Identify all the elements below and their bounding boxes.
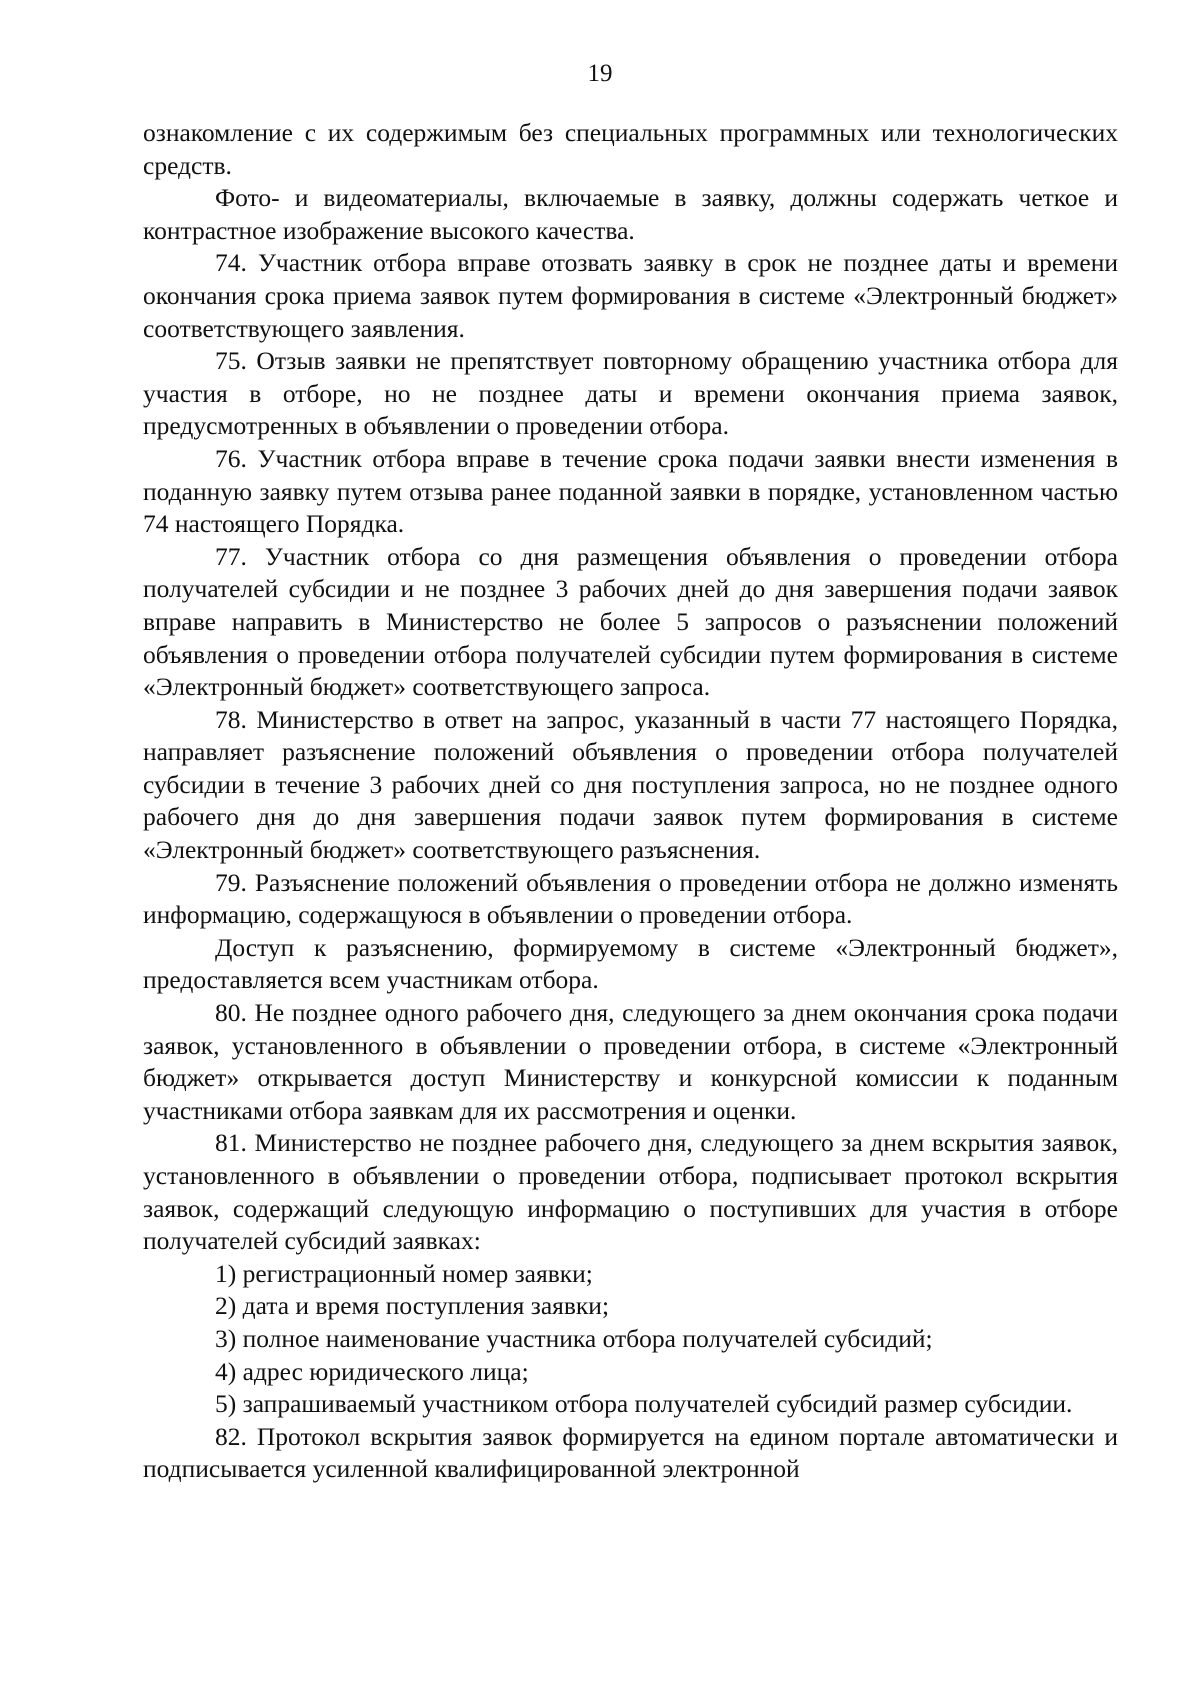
paragraph-76: 76. Участник отбора вправе в течение срока подачи заявки внести изменения в поданную заявку путем отзыва ранее поданной заявки в порядке, установленном частью 74 настоящего Порядка.: [143, 443, 1118, 539]
list-item-2: 2) дата и время поступления заявки;: [215, 1291, 610, 1321]
paragraph-82: 82. Протокол вскрытия заявок формируется на едином портале автоматически и подписывается усиленной квалифицированной электронной: [143, 1421, 1118, 1484]
list-item-5: 5) запрашиваемый участником отбора получателей субсидий размер субсидии.: [215, 1389, 1073, 1419]
list-item-4: 4) адрес юридического лица;: [215, 1356, 529, 1386]
paragraph-media-requirements: Фото- и видеоматериалы, включаемые в заявку, должны содержать четкое и контрастное изображение высокого качества.: [143, 183, 1118, 245]
paragraph-78: 78. Министерство в ответ на запрос, указанный в части 77 настоящего Порядка, направляет разъяснение положений объявления о проведении отбора получателей субсидии в течение 3 рабочих дней со дня поступления запроса, но не позднее одного рабочего дня до дня завершения подачи заявок путем формирования в системе «Электронный бюджет» соответствующего разъяснения.: [143, 704, 1118, 865]
paragraph-75: 75. Отзыв заявки не препятствует повторному обращению участника отбора для участия в отборе, но не позднее даты и времени окончания приема заявок, предусмотренных в объявлении о проведении отбора.: [143, 346, 1118, 441]
paragraph-access: Доступ к разъяснению, формируемому в системе «Электронный бюджет», предоставляется всем участникам отбора.: [143, 932, 1118, 995]
paragraph-77: 77. Участник отбора со дня размещения объявления о проведении отбора получателей субсидии и не позднее 3 рабочих дней до дня завершения подачи заявок вправе направить в Министерство не более 5 запросов о разъяснении положений объявления о проведении отбора получателей субсидии путем формирования в системе «Электронный бюджет» соответствующего запроса.: [143, 541, 1118, 702]
list-item-3: 3) полное наименование участника отбора получателей субсидий;: [215, 1323, 933, 1353]
paragraph-74: 74. Участник отбора вправе отозвать заявку в срок не позднее даты и времени окончания срока приема заявок путем формирования в системе «Электронный бюджет» соответствующего заявления.: [143, 248, 1118, 343]
document-body: [143, 117, 1118, 1486]
list-item-1: 1) регистрационный номер заявки;: [215, 1258, 593, 1288]
paragraph-continuation: ознакомление с их содержимым без специальных программных или технологических средств.: [143, 118, 1118, 180]
page-number: 19: [587, 60, 613, 87]
paragraph-79: 79. Разъяснение положений объявления о проведении отбора не должно изменять информацию, содержащуюся в объявлении о проведении отбора.: [143, 867, 1118, 930]
paragraph-80: 80. Не позднее одного рабочего дня, следующего за днем окончания срока подачи заявок, установленного в объявлении о проведении отбора, в системе «Электронный бюджет» открывается доступ Министерству и конкурсной комиссии к поданным участниками отбора заявкам для их рассмотрения и оценки.: [143, 998, 1118, 1125]
paragraph-81: 81. Министерство не позднее рабочего дня, следующего за днем вскрытия заявок, установленного в объявлении о проведении отбора, подписывает протокол вскрытия заявок, содержащий следующую информацию о поступивших для участия в отборе получателей субсидий заявках:: [143, 1128, 1118, 1256]
